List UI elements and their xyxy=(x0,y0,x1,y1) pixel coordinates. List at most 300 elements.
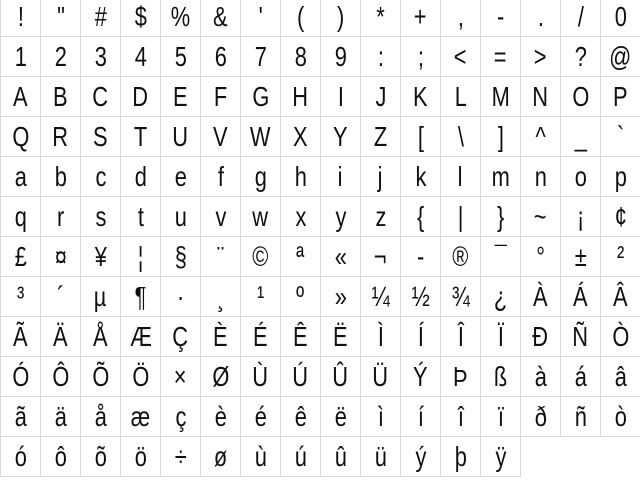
glyph-character: ¿ xyxy=(493,281,508,312)
glyph-cell[interactable] xyxy=(241,117,281,157)
glyph-cell[interactable] xyxy=(401,357,441,397)
glyph-character: · xyxy=(176,281,185,312)
glyph-cell[interactable] xyxy=(281,157,321,197)
glyph-cell[interactable] xyxy=(281,317,321,357)
glyph-cell[interactable] xyxy=(601,0,640,37)
glyph-cell[interactable] xyxy=(401,197,441,237)
glyph-character: R xyxy=(52,121,69,152)
glyph-character: [ xyxy=(417,121,424,152)
glyph-cell[interactable] xyxy=(601,117,640,157)
glyph-character: Ò xyxy=(612,321,629,352)
glyph-character: à xyxy=(534,361,547,392)
glyph-cell[interactable] xyxy=(361,77,401,117)
glyph-cell[interactable] xyxy=(1,437,41,477)
glyph-character: Ï xyxy=(497,321,504,352)
glyph-cell[interactable] xyxy=(201,197,241,237)
glyph-cell[interactable] xyxy=(161,357,201,397)
glyph-cell[interactable] xyxy=(361,437,401,477)
glyph-cell[interactable] xyxy=(1,77,41,117)
glyph-cell[interactable] xyxy=(561,317,601,357)
glyph-character: : xyxy=(377,41,384,72)
glyph-cell[interactable] xyxy=(1,237,41,277)
glyph-cell[interactable] xyxy=(481,437,521,477)
glyph-character: & xyxy=(213,1,228,32)
glyph-cell[interactable] xyxy=(161,317,201,357)
glyph-cell[interactable] xyxy=(521,77,561,117)
glyph-cell[interactable] xyxy=(441,77,481,117)
glyph-character: ü xyxy=(374,441,387,472)
glyph-cell[interactable] xyxy=(481,317,521,357)
glyph-cell[interactable] xyxy=(81,37,121,77)
glyph-cell[interactable] xyxy=(601,77,640,117)
glyph-character: º xyxy=(296,281,305,312)
glyph-cell[interactable] xyxy=(441,197,481,237)
glyph-cell[interactable] xyxy=(161,117,201,157)
glyph-cell[interactable] xyxy=(561,357,601,397)
glyph-cell[interactable] xyxy=(561,77,601,117)
glyph-cell[interactable] xyxy=(401,397,441,437)
glyph-cell[interactable] xyxy=(321,277,361,317)
glyph-character: r xyxy=(56,201,65,232)
glyph-character: ß xyxy=(493,361,508,392)
glyph-character: < xyxy=(454,41,467,72)
glyph-cell[interactable] xyxy=(81,317,121,357)
glyph-cell[interactable] xyxy=(441,0,481,37)
glyph-cell[interactable] xyxy=(121,397,161,437)
glyph-cell[interactable] xyxy=(561,397,601,437)
glyph-cell[interactable] xyxy=(241,237,281,277)
glyph-character: s xyxy=(95,201,106,232)
glyph-cell[interactable] xyxy=(201,0,241,37)
glyph-cell[interactable] xyxy=(401,77,441,117)
glyph-cell[interactable] xyxy=(41,37,81,77)
glyph-character: ) xyxy=(336,1,345,32)
glyph-cell[interactable] xyxy=(361,397,401,437)
glyph-cell[interactable] xyxy=(81,277,121,317)
glyph-character: ¨ xyxy=(216,241,225,272)
glyph-cell[interactable] xyxy=(321,437,361,477)
glyph-character: Æ xyxy=(129,321,152,352)
glyph-cell[interactable] xyxy=(241,437,281,477)
glyph-cell[interactable] xyxy=(161,237,201,277)
glyph-character: h xyxy=(294,161,307,192)
glyph-character: Õ xyxy=(92,361,109,392)
glyph-character: K xyxy=(413,81,428,112)
glyph-character: ª xyxy=(296,241,305,272)
glyph-cell[interactable] xyxy=(561,277,601,317)
glyph-cell[interactable] xyxy=(401,277,441,317)
glyph-cell[interactable] xyxy=(241,357,281,397)
glyph-cell[interactable] xyxy=(481,157,521,197)
glyph-character: » xyxy=(334,281,347,312)
glyph-cell[interactable] xyxy=(1,117,41,157)
glyph-cell[interactable] xyxy=(121,317,161,357)
glyph-character: ú xyxy=(294,441,307,472)
glyph-cell[interactable] xyxy=(121,157,161,197)
glyph-character: x xyxy=(295,201,306,232)
glyph-cell[interactable] xyxy=(401,117,441,157)
glyph-character: C xyxy=(92,81,109,112)
glyph-character: k xyxy=(415,161,426,192)
glyph-cell[interactable] xyxy=(481,357,521,397)
glyph-cell[interactable] xyxy=(561,0,601,37)
glyph-cell[interactable] xyxy=(241,397,281,437)
glyph-character: ( xyxy=(296,1,305,32)
glyph-character: v xyxy=(215,201,226,232)
glyph-cell[interactable] xyxy=(321,397,361,437)
glyph-cell[interactable] xyxy=(41,0,81,37)
glyph-character: ~ xyxy=(534,201,547,232)
glyph-cell[interactable] xyxy=(321,357,361,397)
glyph-cell[interactable] xyxy=(601,197,640,237)
glyph-character: / xyxy=(577,1,584,32)
glyph-character: ä xyxy=(54,401,67,432)
glyph-cell[interactable] xyxy=(201,157,241,197)
glyph-cell[interactable] xyxy=(81,157,121,197)
glyph-cell[interactable] xyxy=(121,197,161,237)
glyph-cell[interactable] xyxy=(201,277,241,317)
glyph-cell[interactable] xyxy=(401,317,441,357)
glyph-cell[interactable] xyxy=(281,197,321,237)
glyph-character: 6 xyxy=(214,41,227,72)
glyph-character: A xyxy=(13,81,28,112)
glyph-cell[interactable] xyxy=(441,357,481,397)
glyph-cell[interactable] xyxy=(81,437,121,477)
glyph-cell[interactable] xyxy=(241,77,281,117)
glyph-cell[interactable] xyxy=(321,77,361,117)
glyph-character: ÿ xyxy=(495,441,506,472)
glyph-cell[interactable] xyxy=(41,437,81,477)
glyph-cell[interactable] xyxy=(1,357,41,397)
glyph-cell[interactable] xyxy=(561,197,601,237)
glyph-cell[interactable] xyxy=(441,397,481,437)
glyph-cell[interactable] xyxy=(481,117,521,157)
glyph-character: ó xyxy=(14,441,27,472)
glyph-character: Ê xyxy=(293,321,308,352)
glyph-cell[interactable] xyxy=(481,397,521,437)
glyph-character: õ xyxy=(94,441,107,472)
glyph-character: g xyxy=(254,161,267,192)
glyph-character: Í xyxy=(417,321,424,352)
glyph-character: Á xyxy=(573,281,588,312)
glyph-cell[interactable] xyxy=(1,397,41,437)
glyph-cell[interactable] xyxy=(361,117,401,157)
glyph-cell[interactable] xyxy=(161,397,201,437)
glyph-cell[interactable] xyxy=(521,117,561,157)
glyph-cell[interactable] xyxy=(441,317,481,357)
glyph-character: w xyxy=(252,201,269,232)
glyph-character: ; xyxy=(417,41,424,72)
glyph-character: 0 xyxy=(614,1,627,32)
glyph-character: ÷ xyxy=(174,441,187,472)
glyph-cell[interactable] xyxy=(561,117,601,157)
glyph-character: Î xyxy=(457,321,464,352)
glyph-cell[interactable] xyxy=(281,237,321,277)
glyph-cell[interactable] xyxy=(601,317,640,357)
glyph-cell[interactable] xyxy=(81,237,121,277)
glyph-cell[interactable] xyxy=(81,397,121,437)
glyph-cell[interactable] xyxy=(81,117,121,157)
glyph-cell[interactable] xyxy=(41,357,81,397)
glyph-cell[interactable] xyxy=(241,0,281,37)
glyph-cell[interactable] xyxy=(601,157,640,197)
glyph-cell[interactable] xyxy=(201,437,241,477)
glyph-character: ¬ xyxy=(374,241,387,272)
glyph-character: - xyxy=(496,1,505,32)
glyph-cell[interactable] xyxy=(321,0,361,37)
glyph-character: P xyxy=(613,81,628,112)
glyph-character: Þ xyxy=(453,361,468,392)
glyph-cell[interactable] xyxy=(241,277,281,317)
glyph-cell[interactable] xyxy=(441,157,481,197)
glyph-cell[interactable] xyxy=(321,237,361,277)
glyph-cell[interactable] xyxy=(561,157,601,197)
glyph-character: ± xyxy=(574,241,587,272)
glyph-character: = xyxy=(494,41,507,72)
glyph-cell[interactable] xyxy=(1,37,41,77)
glyph-cell[interactable] xyxy=(281,277,321,317)
glyph-cell[interactable] xyxy=(361,357,401,397)
glyph-character: ¶ xyxy=(134,281,147,312)
glyph-character: â xyxy=(614,361,627,392)
glyph-cell[interactable] xyxy=(481,37,521,77)
glyph-cell[interactable] xyxy=(41,197,81,237)
glyph-cell[interactable] xyxy=(361,237,401,277)
glyph-cell[interactable] xyxy=(201,357,241,397)
glyph-cell[interactable] xyxy=(281,37,321,77)
glyph-character: t xyxy=(137,201,144,232)
glyph-cell[interactable] xyxy=(521,197,561,237)
glyph-character: Ã xyxy=(13,321,28,352)
glyph-character: p xyxy=(614,161,627,192)
glyph-cell[interactable] xyxy=(401,157,441,197)
glyph-cell[interactable] xyxy=(121,277,161,317)
glyph-character: X xyxy=(293,121,308,152)
glyph-cell[interactable] xyxy=(1,277,41,317)
glyph-cell[interactable] xyxy=(521,397,561,437)
glyph-character: ¸ xyxy=(216,281,225,312)
glyph-character: O xyxy=(572,81,589,112)
glyph-character: ø xyxy=(213,441,228,472)
glyph-cell[interactable] xyxy=(201,37,241,77)
glyph-character: Ù xyxy=(252,361,269,392)
glyph-cell[interactable] xyxy=(521,237,561,277)
glyph-cell[interactable] xyxy=(441,237,481,277)
glyph-character: j xyxy=(378,161,383,192)
glyph-cell[interactable] xyxy=(121,77,161,117)
glyph-character: ^ xyxy=(535,121,546,152)
glyph-character: H xyxy=(292,81,309,112)
glyph-cell[interactable] xyxy=(441,277,481,317)
glyph-cell[interactable] xyxy=(321,317,361,357)
glyph-character: Y xyxy=(333,121,348,152)
glyph-character: ¼ xyxy=(371,281,390,312)
glyph-cell[interactable] xyxy=(321,117,361,157)
glyph-character: ` xyxy=(616,121,625,152)
glyph-cell[interactable] xyxy=(601,37,640,77)
glyph-character: ¤ xyxy=(54,241,67,272)
glyph-cell[interactable] xyxy=(241,197,281,237)
glyph-cell[interactable] xyxy=(81,357,121,397)
glyph-cell[interactable] xyxy=(601,357,640,397)
glyph-cell[interactable] xyxy=(361,0,401,37)
glyph-character: ì xyxy=(377,401,384,432)
glyph-character: © xyxy=(252,241,269,272)
glyph-character: - xyxy=(416,241,425,272)
glyph-cell[interactable] xyxy=(601,397,640,437)
glyph-cell[interactable] xyxy=(41,277,81,317)
glyph-cell[interactable] xyxy=(361,317,401,357)
glyph-cell[interactable] xyxy=(361,277,401,317)
glyph-cell[interactable] xyxy=(281,117,321,157)
glyph-cell[interactable] xyxy=(81,197,121,237)
glyph-character: c xyxy=(95,161,106,192)
glyph-cell[interactable] xyxy=(521,37,561,77)
glyph-character: E xyxy=(173,81,188,112)
glyph-cell[interactable] xyxy=(201,397,241,437)
glyph-cell[interactable] xyxy=(521,0,561,37)
glyph-cell[interactable] xyxy=(561,237,601,277)
glyph-character: Ô xyxy=(52,361,69,392)
glyph-cell[interactable] xyxy=(1,317,41,357)
glyph-cell[interactable] xyxy=(481,277,521,317)
glyph-character: f xyxy=(217,161,224,192)
glyph-cell[interactable] xyxy=(41,77,81,117)
glyph-cell[interactable] xyxy=(41,237,81,277)
glyph-cell[interactable] xyxy=(401,237,441,277)
glyph-cell[interactable] xyxy=(281,397,321,437)
glyph-character: È xyxy=(213,321,228,352)
glyph-cell[interactable] xyxy=(161,77,201,117)
glyph-character: L xyxy=(454,81,467,112)
glyph-cell[interactable] xyxy=(201,237,241,277)
glyph-cell[interactable] xyxy=(161,0,201,37)
glyph-cell[interactable] xyxy=(201,117,241,157)
glyph-cell[interactable] xyxy=(121,357,161,397)
glyph-cell[interactable] xyxy=(121,437,161,477)
glyph-character: ] xyxy=(497,121,504,152)
glyph-cell[interactable] xyxy=(481,77,521,117)
glyph-cell[interactable] xyxy=(81,77,121,117)
glyph-cell[interactable] xyxy=(361,37,401,77)
glyph-character: , xyxy=(457,1,464,32)
glyph-character: ¢ xyxy=(614,201,627,232)
glyph-character: ´ xyxy=(56,281,65,312)
glyph-cell[interactable] xyxy=(321,37,361,77)
glyph-cell[interactable] xyxy=(1,157,41,197)
glyph-cell[interactable] xyxy=(241,37,281,77)
glyph-cell[interactable] xyxy=(121,237,161,277)
glyph-cell[interactable] xyxy=(41,157,81,197)
glyph-character: 3 xyxy=(94,41,107,72)
glyph-cell[interactable] xyxy=(201,317,241,357)
glyph-character: M xyxy=(491,81,510,112)
glyph-cell[interactable] xyxy=(521,277,561,317)
glyph-cell[interactable] xyxy=(601,237,640,277)
glyph-cell[interactable] xyxy=(401,0,441,37)
glyph-character: í xyxy=(417,401,424,432)
glyph-cell[interactable] xyxy=(1,197,41,237)
glyph-character: þ xyxy=(454,441,467,472)
glyph-cell[interactable] xyxy=(281,77,321,117)
glyph-cell[interactable] xyxy=(521,317,561,357)
glyph-character: m xyxy=(491,161,510,192)
glyph-cell[interactable] xyxy=(41,317,81,357)
glyph-cell[interactable] xyxy=(81,0,121,37)
glyph-character: Â xyxy=(613,281,628,312)
glyph-cell[interactable] xyxy=(481,197,521,237)
glyph-cell[interactable] xyxy=(241,157,281,197)
glyph-character: Ë xyxy=(333,321,348,352)
glyph-character: ï xyxy=(497,401,504,432)
glyph-cell[interactable] xyxy=(161,437,201,477)
glyph-character: ¾ xyxy=(451,281,470,312)
glyph-character: V xyxy=(213,121,228,152)
glyph-cell[interactable] xyxy=(241,317,281,357)
glyph-cell[interactable] xyxy=(521,357,561,397)
glyph-character: } xyxy=(496,201,505,232)
glyph-character: y xyxy=(335,201,346,232)
glyph-character: Û xyxy=(332,361,349,392)
glyph-character: û xyxy=(334,441,347,472)
glyph-character: > xyxy=(534,41,547,72)
glyph-cell[interactable] xyxy=(441,437,481,477)
glyph-cell[interactable] xyxy=(1,0,41,37)
glyph-character: W xyxy=(250,121,271,152)
glyph-cell[interactable] xyxy=(121,117,161,157)
glyph-character: a xyxy=(14,161,27,192)
glyph-cell[interactable] xyxy=(361,157,401,197)
glyph-cell[interactable] xyxy=(561,37,601,77)
glyph-cell[interactable] xyxy=(521,157,561,197)
glyph-cell[interactable] xyxy=(161,37,201,77)
glyph-character: Å xyxy=(93,321,108,352)
glyph-cell[interactable] xyxy=(481,0,521,37)
glyph-cell[interactable] xyxy=(121,37,161,77)
glyph-character: 5 xyxy=(174,41,187,72)
glyph-cell[interactable] xyxy=(281,0,321,37)
glyph-character: ý xyxy=(415,441,426,472)
glyph-character: o xyxy=(574,161,587,192)
glyph-character: è xyxy=(214,401,227,432)
glyph-cell[interactable] xyxy=(161,277,201,317)
glyph-cell[interactable] xyxy=(201,77,241,117)
glyph-character: É xyxy=(253,321,268,352)
glyph-cell[interactable] xyxy=(281,357,321,397)
glyph-character: 9 xyxy=(334,41,347,72)
glyph-cell[interactable] xyxy=(121,0,161,37)
glyph-cell[interactable] xyxy=(441,37,481,77)
glyph-cell[interactable] xyxy=(321,157,361,197)
glyph-character: Ú xyxy=(292,361,309,392)
glyph-cell[interactable] xyxy=(41,397,81,437)
glyph-cell[interactable] xyxy=(281,437,321,477)
glyph-character: I xyxy=(337,81,344,112)
glyph-character: D xyxy=(132,81,149,112)
glyph-character: é xyxy=(254,401,267,432)
glyph-cell[interactable] xyxy=(361,197,401,237)
glyph-cell[interactable] xyxy=(601,277,640,317)
glyph-cell[interactable] xyxy=(161,157,201,197)
glyph-cell[interactable] xyxy=(441,117,481,157)
glyph-cell[interactable] xyxy=(481,237,521,277)
glyph-cell[interactable] xyxy=(161,197,201,237)
glyph-cell[interactable] xyxy=(321,197,361,237)
glyph-cell[interactable] xyxy=(401,37,441,77)
glyph-cell[interactable] xyxy=(41,117,81,157)
glyph-character: d xyxy=(134,161,147,192)
glyph-cell[interactable] xyxy=(401,437,441,477)
